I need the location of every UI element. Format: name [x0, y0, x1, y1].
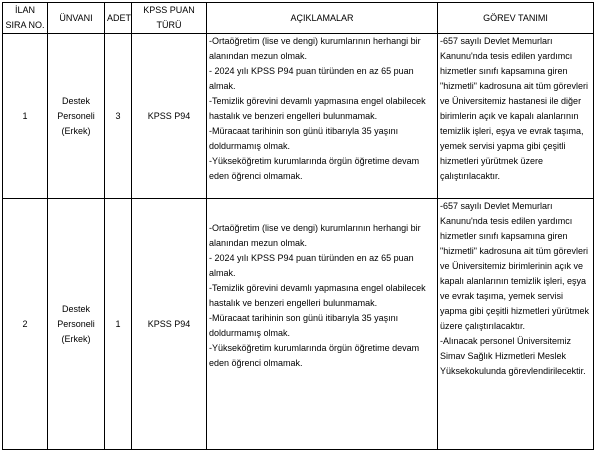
cell-adet: 1: [105, 199, 132, 450]
cell-gorev-tanimi: [438, 34, 594, 199]
duty-item: -Alınacak personel Üniversitemiz Simav Sağlık Hizmetleri Meslek Yüksekokulunda görevlendirilecektir.: [440, 336, 586, 376]
requirement-item: -Yükseköğretim kurumlarında örgün öğretime devam eden öğrenci olmamak.: [209, 156, 420, 181]
requirement-item: -Müracaat tarihinin son günü itibarıyla 35 yaşını doldurmamış olmak.: [209, 313, 399, 338]
cell-sira-no: 2: [3, 199, 48, 450]
table-row: [3, 34, 594, 199]
table-header-row: [3, 3, 594, 34]
cell-kpss: KPSS P94: [132, 34, 207, 199]
table-row: [3, 199, 594, 450]
header-kpss-puan-turu: KPSS PUAN TÜRÜ: [132, 3, 207, 34]
cell-adet: 3: [105, 34, 132, 199]
requirement-item: -Temizlik görevini devamlı yapmasına engel olabilecek hastalık ve benzeri engelleri bulunmamak.: [209, 96, 426, 121]
job-listing-table: [2, 2, 594, 450]
requirement-item: - 2024 yılı KPSS P94 puan türünden en az 65 puan almak.: [209, 253, 414, 278]
cell-kpss: KPSS P94: [132, 199, 207, 450]
cell-unvan: Destek Personeli (Erkek): [48, 199, 105, 450]
header-adet: ADET: [105, 3, 132, 34]
cell-aciklamalar: [207, 199, 438, 450]
cell-unvan: Destek Personeli (Erkek): [48, 34, 105, 199]
requirement-item: -Ortaöğretim (lise ve dengi) kurumlarının herhangi bir alanından mezun olmak.: [209, 36, 421, 61]
cell-gorev-tanimi: [438, 199, 594, 450]
duty-item: -657 sayılı Devlet Memurları Kanunu'nda tesis edilen yardımcı hizmetler sınıfı kapsamına giren "hizmetli" kadrosuna ait tüm görevleri ve Üniversitemiz birimlerinin açık ve kapalı alanlarının temizlik işleri, eşya ve evrak taşıma, yemek servisi yapma gibi çeşitli hizmetleri yürütmek üzere çalıştırılacaktır.: [440, 201, 590, 331]
header-gorev-tanimi: GÖREV TANIMI: [438, 3, 594, 34]
header-aciklamalar: AÇIKLAMALAR: [207, 3, 438, 34]
requirement-item: -Yükseköğretim kurumlarında örgün öğretime devam eden öğrenci olmamak.: [209, 343, 420, 368]
header-unvani: ÜNVANI: [48, 3, 105, 34]
requirement-item: -Müracaat tarihinin son günü itibarıyla 35 yaşını doldurmamış olmak.: [209, 126, 399, 151]
cell-aciklamalar: [207, 34, 438, 199]
header-ilan-sira-no: İLAN SIRA NO.: [3, 3, 48, 34]
cell-sira-no: 1: [3, 34, 48, 199]
requirement-item: - 2024 yılı KPSS P94 puan türünden en az 65 puan almak.: [209, 66, 414, 91]
requirement-item: -Ortaöğretim (lise ve dengi) kurumlarının herhangi bir alanından mezun olmak.: [209, 223, 421, 248]
requirement-item: -Temizlik görevini devamlı yapmasına engel olabilecek hastalık ve benzeri engelleri bulunmamak.: [209, 283, 426, 308]
duty-item: -657 sayılı Devlet Memurları Kanunu'nda tesis edilen yardımcı hizmetler sınıfı kapsamına giren "hizmetli" kadrosuna ait tüm görevleri ve Üniversitemiz hastanesi ile diğer birimlerin açık ve kapalı alanlarının temizlik işleri, eşya ve evrak taşıma, yemek servisi yapma gibi çeşitli hizmetleri yürütmek üzere çalıştırılacaktır.: [440, 36, 588, 181]
